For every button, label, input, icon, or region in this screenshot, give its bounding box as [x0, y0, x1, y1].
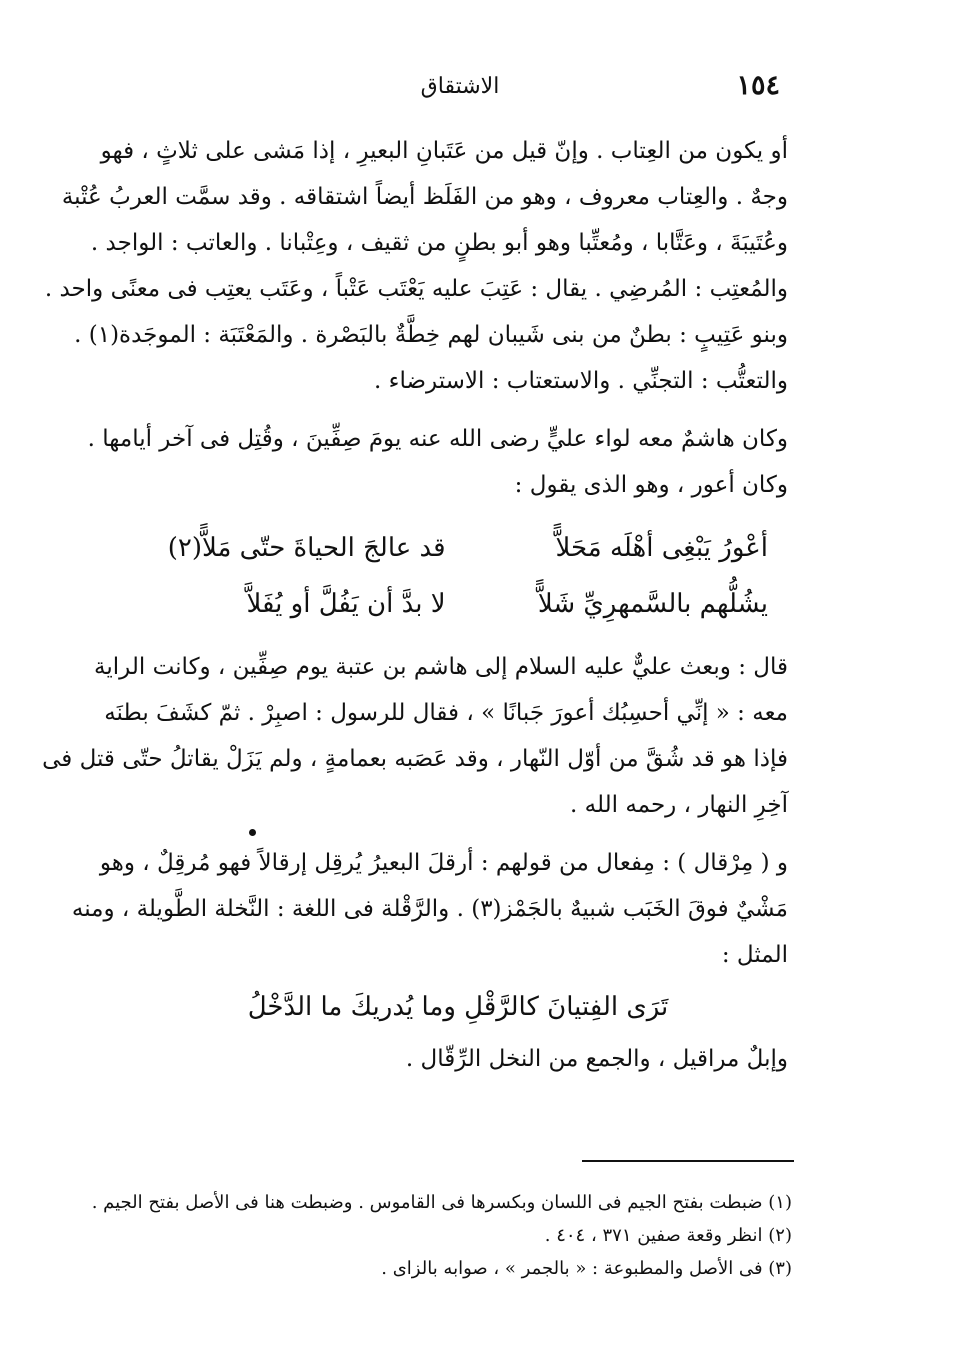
paragraph-hashim — [87, 416, 788, 508]
text-line: أو يكون من العِتاب . وإنّ قيل من عَتَبانِ البعيرِ ، إذا مَشى على ثلاثٍ ، فهو — [100, 138, 788, 164]
text-line: وإبلٌ مراقيل ، والجمع من النخل الرِّقّال . — [405, 1046, 788, 1072]
footnotes — [91, 1186, 792, 1285]
text-line: وجهٌ . والعِتاب معروف ، وهو من الفَلَظ أيضاً اشتقاقه . وقد سمَّت العربُ عُتْبة — [61, 184, 788, 210]
text-line: وكان هاشمٌ معه لواء عليٍّ رضى الله عنه يومَ صِفِّينَ ، وقُتِل فى آخر أيامها . — [87, 426, 788, 452]
text-line: وعُتَيبَةَ ، وعَتَّابا ، ومُعتِّبا وهو أبو بطنٍ من ثقيف ، وعِتْبانا . والعاتب : الواجد . — [90, 230, 788, 256]
text-line: آخِرِ النهار ، رحمه الله . — [570, 792, 788, 818]
footnote-separator — [582, 1160, 794, 1162]
verse-hemistich: قد عالجَ الحياةَ حتّى مَلاًّ(٢) — [167, 533, 446, 563]
page-header — [140, 70, 780, 104]
text-line: معه : « إنِّي أحسِبُك أعورَ جَبانًا » ، فقال للرسول : اصبِرْ . ثمّ كشَفَ بطنَه — [104, 700, 788, 726]
text-line: مَشْيٌ فوقَ الخَبَب شبيهٌ بالجَمْز(٣) . والرَّقْلة فى اللغة : النَّخلة الطَّويلة ، ومنه — [71, 896, 788, 922]
verse-block-one — [128, 520, 788, 632]
verse-line — [128, 576, 788, 632]
footnote: (١) ضبطت بفتح الجيم فى اللسان وبكسرها فى القاموس . وضبطت هنا فى الأصل بفتح الجيم . — [91, 1192, 792, 1213]
text-line: والمُعتِب : المُرضِي . يقال : عَتِبَ عليه يَعْتَب عَتْباً ، وعَتَب يعتِب فى معنًى واحد . — [44, 276, 788, 302]
verse-hemistich: لا بدَّ أن يَفُلَّ أو يُفَلاَّ — [246, 589, 446, 619]
page-number: ١٥٤ — [736, 70, 780, 101]
verse-line-proverb: تَرَى الفِتيانَ كالرَّقْلِ وما يُدريكَ ما الدَّخْلُ — [247, 992, 669, 1022]
text-line: والتعتُّب : التجنِّي . والاستعتاب : الاسترضاء . — [374, 368, 788, 394]
text-line: و ( مِرْقال ) : مِفعال من قولهم : أرقلَ البعيرُ يُرقِل إرقالاً فهو مُرقِلٌ ، وهو — [99, 850, 788, 876]
verse-hemistich: أعْورُ يَبْغِى أهْلَه مَحَلاًّ — [555, 533, 768, 563]
paragraph-ali — [42, 644, 788, 828]
text-line: وكان أعور ، وهو الذى يقول : — [514, 472, 788, 498]
footnote: (٣) فى الأصل والمطبوعة : « بالجمر » ، صوابه بالزاى . — [381, 1258, 792, 1279]
text-line: فإذا هو قد شُقَّ من أوّل النّهار ، وقد عَصَبه بعمامةٍ ، ولم يَزَلْ يقاتلُ حتّى قتل فى — [42, 746, 788, 772]
footnote: (٢) انظر وقعة صفين ٣٧١ ، ٤٠٤ . — [544, 1225, 792, 1246]
text-line: قال : وبعث عليٌّ عليه السلام إلى هاشم بن عتبة يوم صِفِّين ، وكانت الراية — [94, 654, 788, 680]
paragraph-mirqal — [71, 840, 788, 978]
text-line: وبنو عَتِيبٍ : بطنٌ من بنى شَيبان لهم خِطَّةٌ بالبَصْرة . والمَعْتَبَة : الموجَدة(١) . — [74, 322, 788, 348]
verse-hemistich: يشُلُّهم بالسَّمهرِيِّ شَلاًّ — [537, 589, 768, 619]
text-line: المثل : — [721, 942, 788, 968]
paragraph-maraqil — [128, 1036, 788, 1082]
verse-line — [128, 520, 788, 576]
running-title: الاشتقاق — [420, 74, 500, 99]
main-text — [42, 128, 788, 1082]
print-speck — [249, 829, 256, 836]
paragraph-etab — [44, 128, 788, 404]
